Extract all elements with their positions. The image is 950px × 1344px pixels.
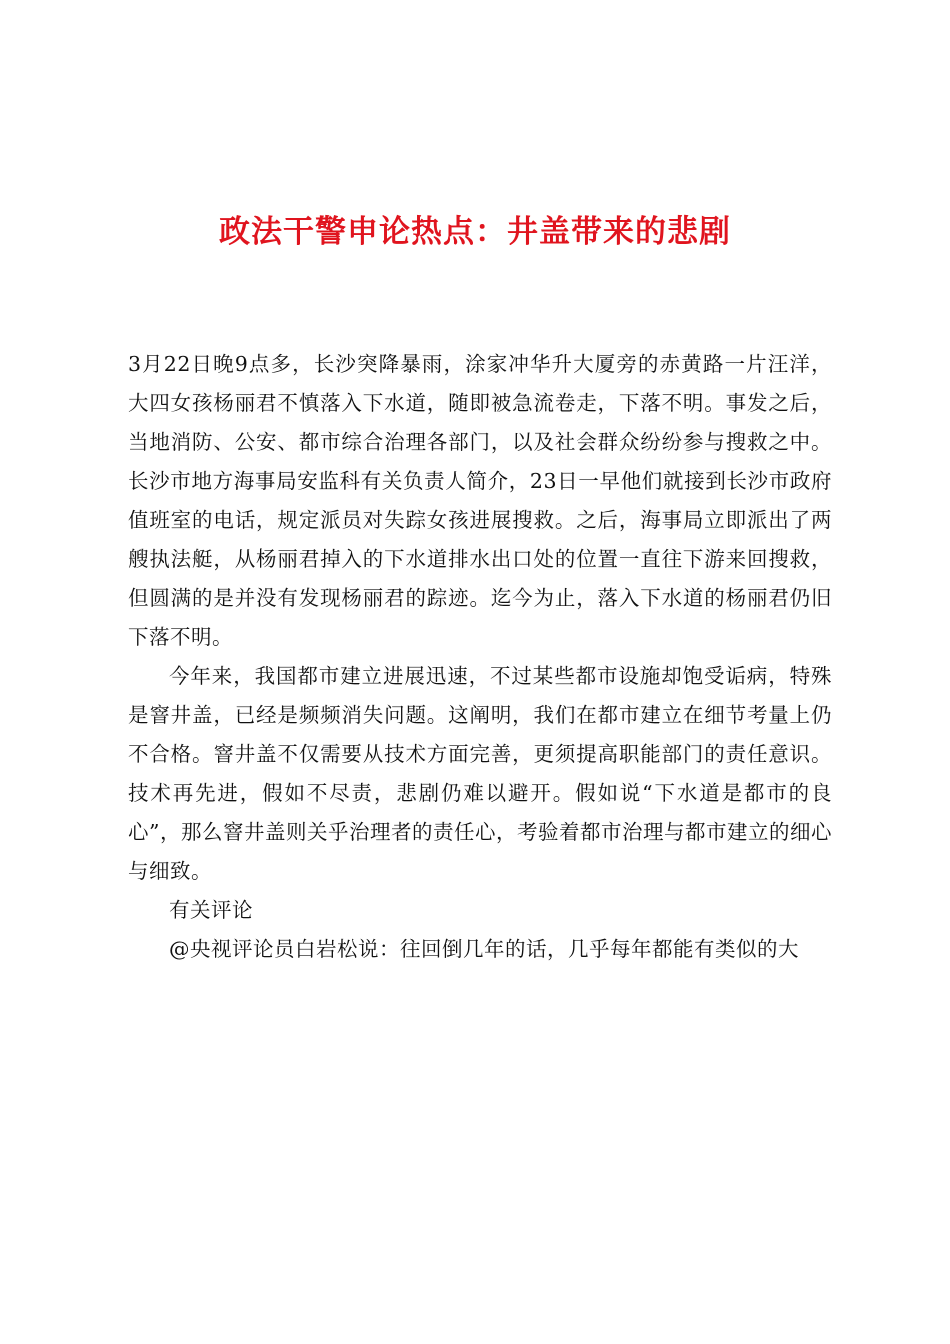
document-title: 政法干警申论热点：井盖带来的悲剧: [219, 214, 731, 250]
paragraph-1: 3月22日晚9点多，长沙突降暴雨，涂家冲华升大厦旁的赤黄路一片汪洋，大四女孩杨丽君不慎落入下水道，随即被急流卷走，下落不明。事发之后，当地消防、公安、都市综合治理各部门，以及社会群众纷纷参与搜救之中。长沙市地方海事局安监科有关负责人简介，23日一早他们就接到长沙市政府值班室的电话，规定派员对失踪女孩进展搜救。之后，海事局立即派出了两艘执法艇，从杨丽君掉入的下水道排水出口处的位置一直往下游来回搜救，但圆满的是并没有发现杨丽君的踪迹。迄今为止，落入下水道的杨丽君仍旧下落不明。: [128, 352, 832, 649]
document-body: [128, 345, 832, 969]
paragraph-3: @央视评论员白岩松说：往回倒几年的话，几乎每年都能有类似的大: [169, 937, 799, 961]
section-heading-related-comments: 有关评论: [169, 898, 253, 922]
paragraph-2: 今年来，我国都市建立进展迅速，不过某些都市设施却饱受诟病，特殊是窨井盖，已经是频频消失问题。这阐明，我们在都市建立在细节考量上仍不合格。窨井盖不仅需要从技术方面完善，更须提高职能部门的责任意识。技术再先进，假如不尽责，悲剧仍难以避开。假如说“下水道是都市的良心”，那么窨井盖则关乎治理者的责任心，考验着都市治理与都市建立的细心与细致。: [128, 664, 832, 883]
